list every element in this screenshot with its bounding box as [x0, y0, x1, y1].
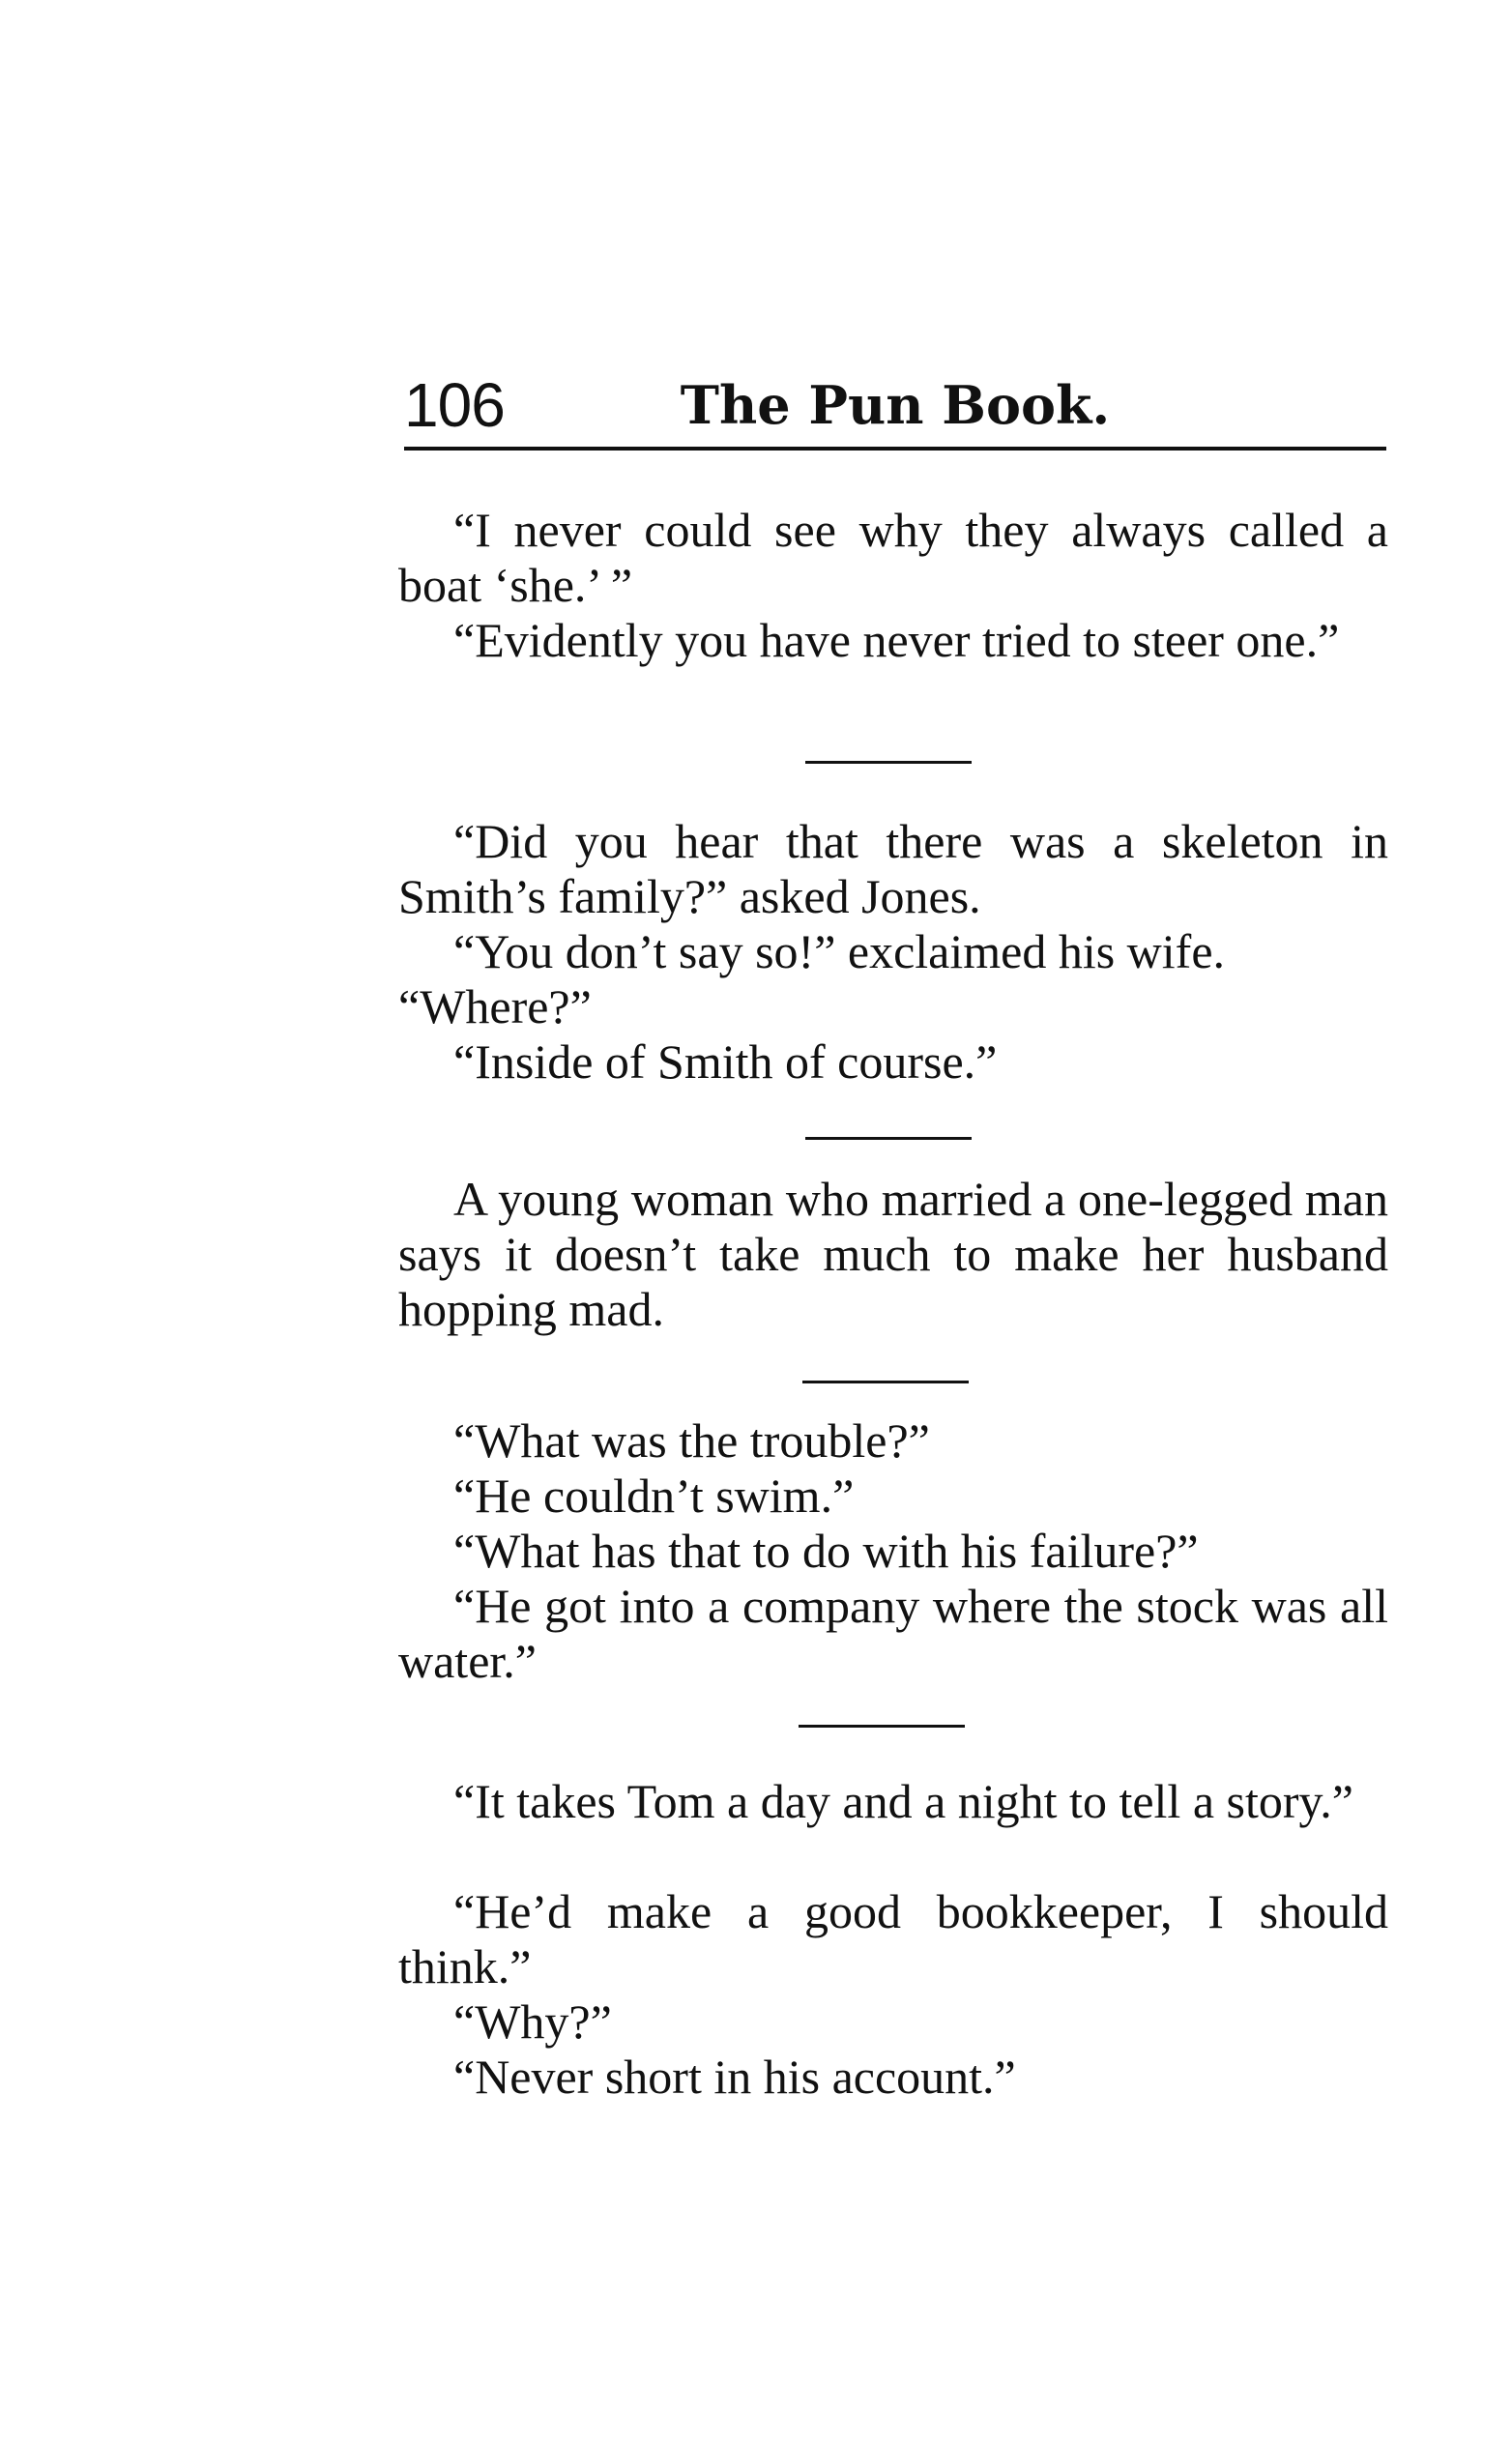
header-rule	[404, 447, 1386, 451]
joke-5-line-2: “He’d make a good bookkeeper, I should think.”	[398, 1884, 1388, 1993]
joke-separator	[805, 1137, 972, 1140]
joke-4-line-3: “What has that to do with his failure?”	[453, 1524, 1199, 1578]
joke-1-line-1: “I never could see why they always called a boat ‘she.’ ”	[398, 503, 1388, 612]
joke-separator	[802, 1381, 969, 1383]
joke-3-line-1: A young woman who married a one-legged man says it doesn’t take much to make her husband hopping mad.	[398, 1172, 1388, 1336]
joke-1-line-2: “Evidently you have never tried to steer one.”	[453, 613, 1340, 667]
joke-2-line-3: “Where?”	[398, 979, 592, 1033]
joke-5-line-3: “Why?”	[453, 1994, 612, 2049]
joke-4-line-1: “What was the trouble?”	[453, 1413, 930, 1468]
page-header	[404, 365, 1386, 445]
joke-2-line-2: “You don’t say so!” exclaimed his wife.	[453, 924, 1226, 978]
joke-2-line-4: “Inside of Smith of course.”	[453, 1034, 998, 1089]
joke-2-line-1: “Did you hear that there was a skeleton in Smith’s family?” asked Jones.	[398, 814, 1388, 923]
joke-separator	[805, 761, 972, 764]
joke-4-line-4: “He got into a company where the stock was all water.”	[398, 1579, 1388, 1688]
joke-5-line-4: “Never short in his account.”	[453, 2050, 1016, 2104]
running-title: The Pun Book.	[680, 374, 1111, 436]
page-number: 106	[404, 370, 505, 440]
joke-4-line-2: “He couldn’t swim.”	[453, 1469, 855, 1523]
joke-5-line-1: “It takes Tom a day and a night to tell a story.”	[453, 1774, 1353, 1828]
joke-separator	[799, 1725, 965, 1728]
